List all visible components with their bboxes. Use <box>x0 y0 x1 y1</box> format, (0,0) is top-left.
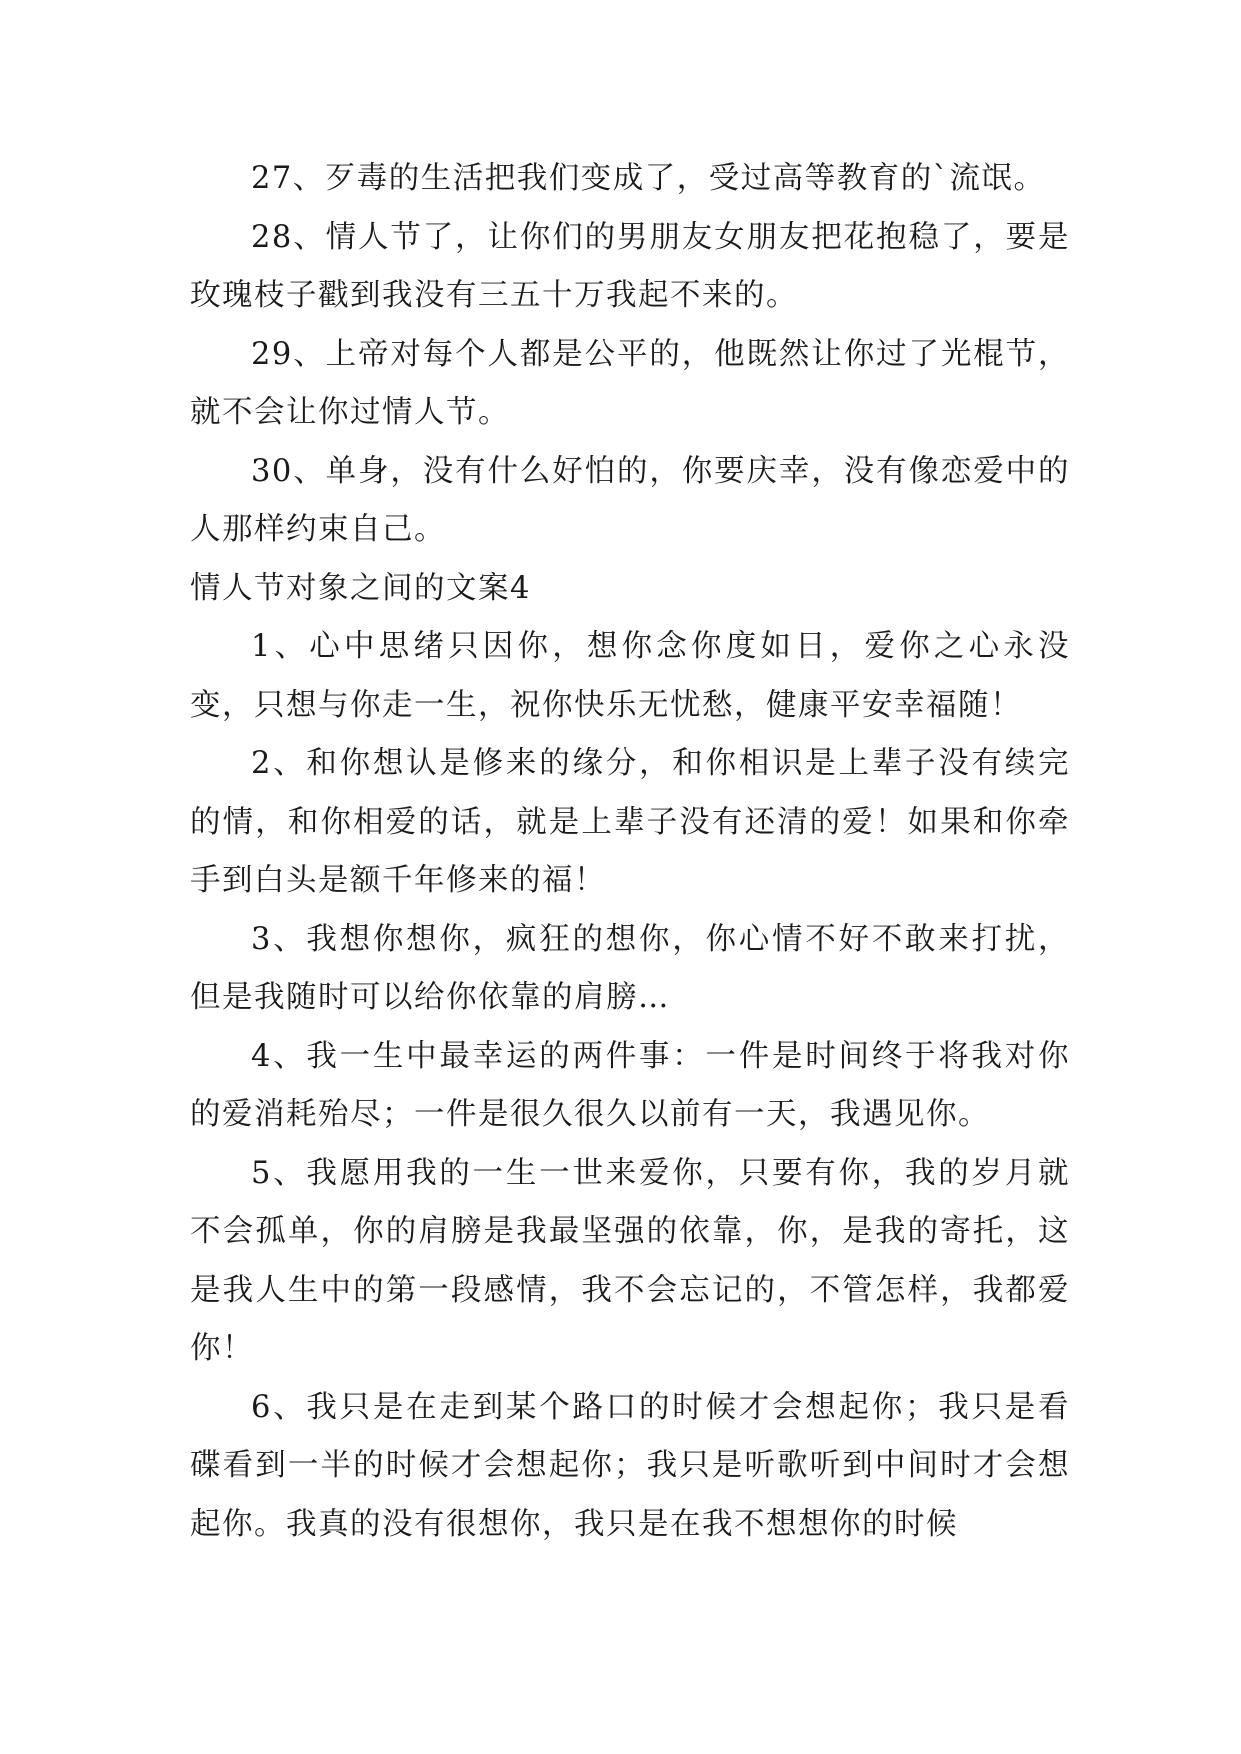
document-page <box>190 150 1070 1554</box>
section-heading: 情人节对象之间的文案4 <box>190 570 531 606</box>
paragraph-3: 3、我想你想你，疯狂的想你，你心情不好不敢来打扰，但是我随时可以给你依靠的肩膀… <box>190 921 1070 1015</box>
paragraph-29: 29、上帝对每个人都是公平的，他既然让你过了光棍节，就不会让你过情人节。 <box>190 336 1070 430</box>
paragraph-4: 4、我一生中最幸运的两件事：一件是时间终于将我对你的爱消耗殆尽；一件是很久很久以前有一天，我遇见你。 <box>190 1038 1070 1132</box>
paragraph-27: 27、歹毒的生活把我们变成了，受过高等教育的`流氓。 <box>251 161 1046 196</box>
paragraph-2: 2、和你想认是修来的缘分，和你相识是上辈子没有续完的情，和你相爱的话，就是上辈子没有还清的爱！如果和你牵手到白头是额千年修来的福！ <box>190 746 1070 898</box>
paragraph-1: 1、心中思绪只因你，想你念你度如日，爱你之心永没变，只想与你走一生，祝你快乐无忧愁，健康平安幸福随！ <box>190 629 1070 723</box>
paragraph-6: 6、我只是在走到某个路口的时候才会想起你；我只是看碟看到一半的时候才会想起你；我只是听歌听到中间时才会想起你。我真的没有很想你，我只是在我不想想你的时候 <box>190 1389 1070 1542</box>
paragraph-30: 30、单身，没有什么好怕的，你要庆幸，没有像恋爱中的人那样约束自己。 <box>190 453 1070 547</box>
paragraph-28: 28、情人节了，让你们的男朋友女朋友把花抱稳了，要是玫瑰枝子戳到我没有三五十万我起不来的。 <box>190 219 1070 313</box>
paragraph-5: 5、我愿用我的一生一世来爱你，只要有你，我的岁月就不会孤单，你的肩膀是我最坚强的依靠，你，是我的寄托，这是我人生中的第一段感情，我不会忘记的，不管怎样，我都爱你！ <box>190 1155 1070 1366</box>
